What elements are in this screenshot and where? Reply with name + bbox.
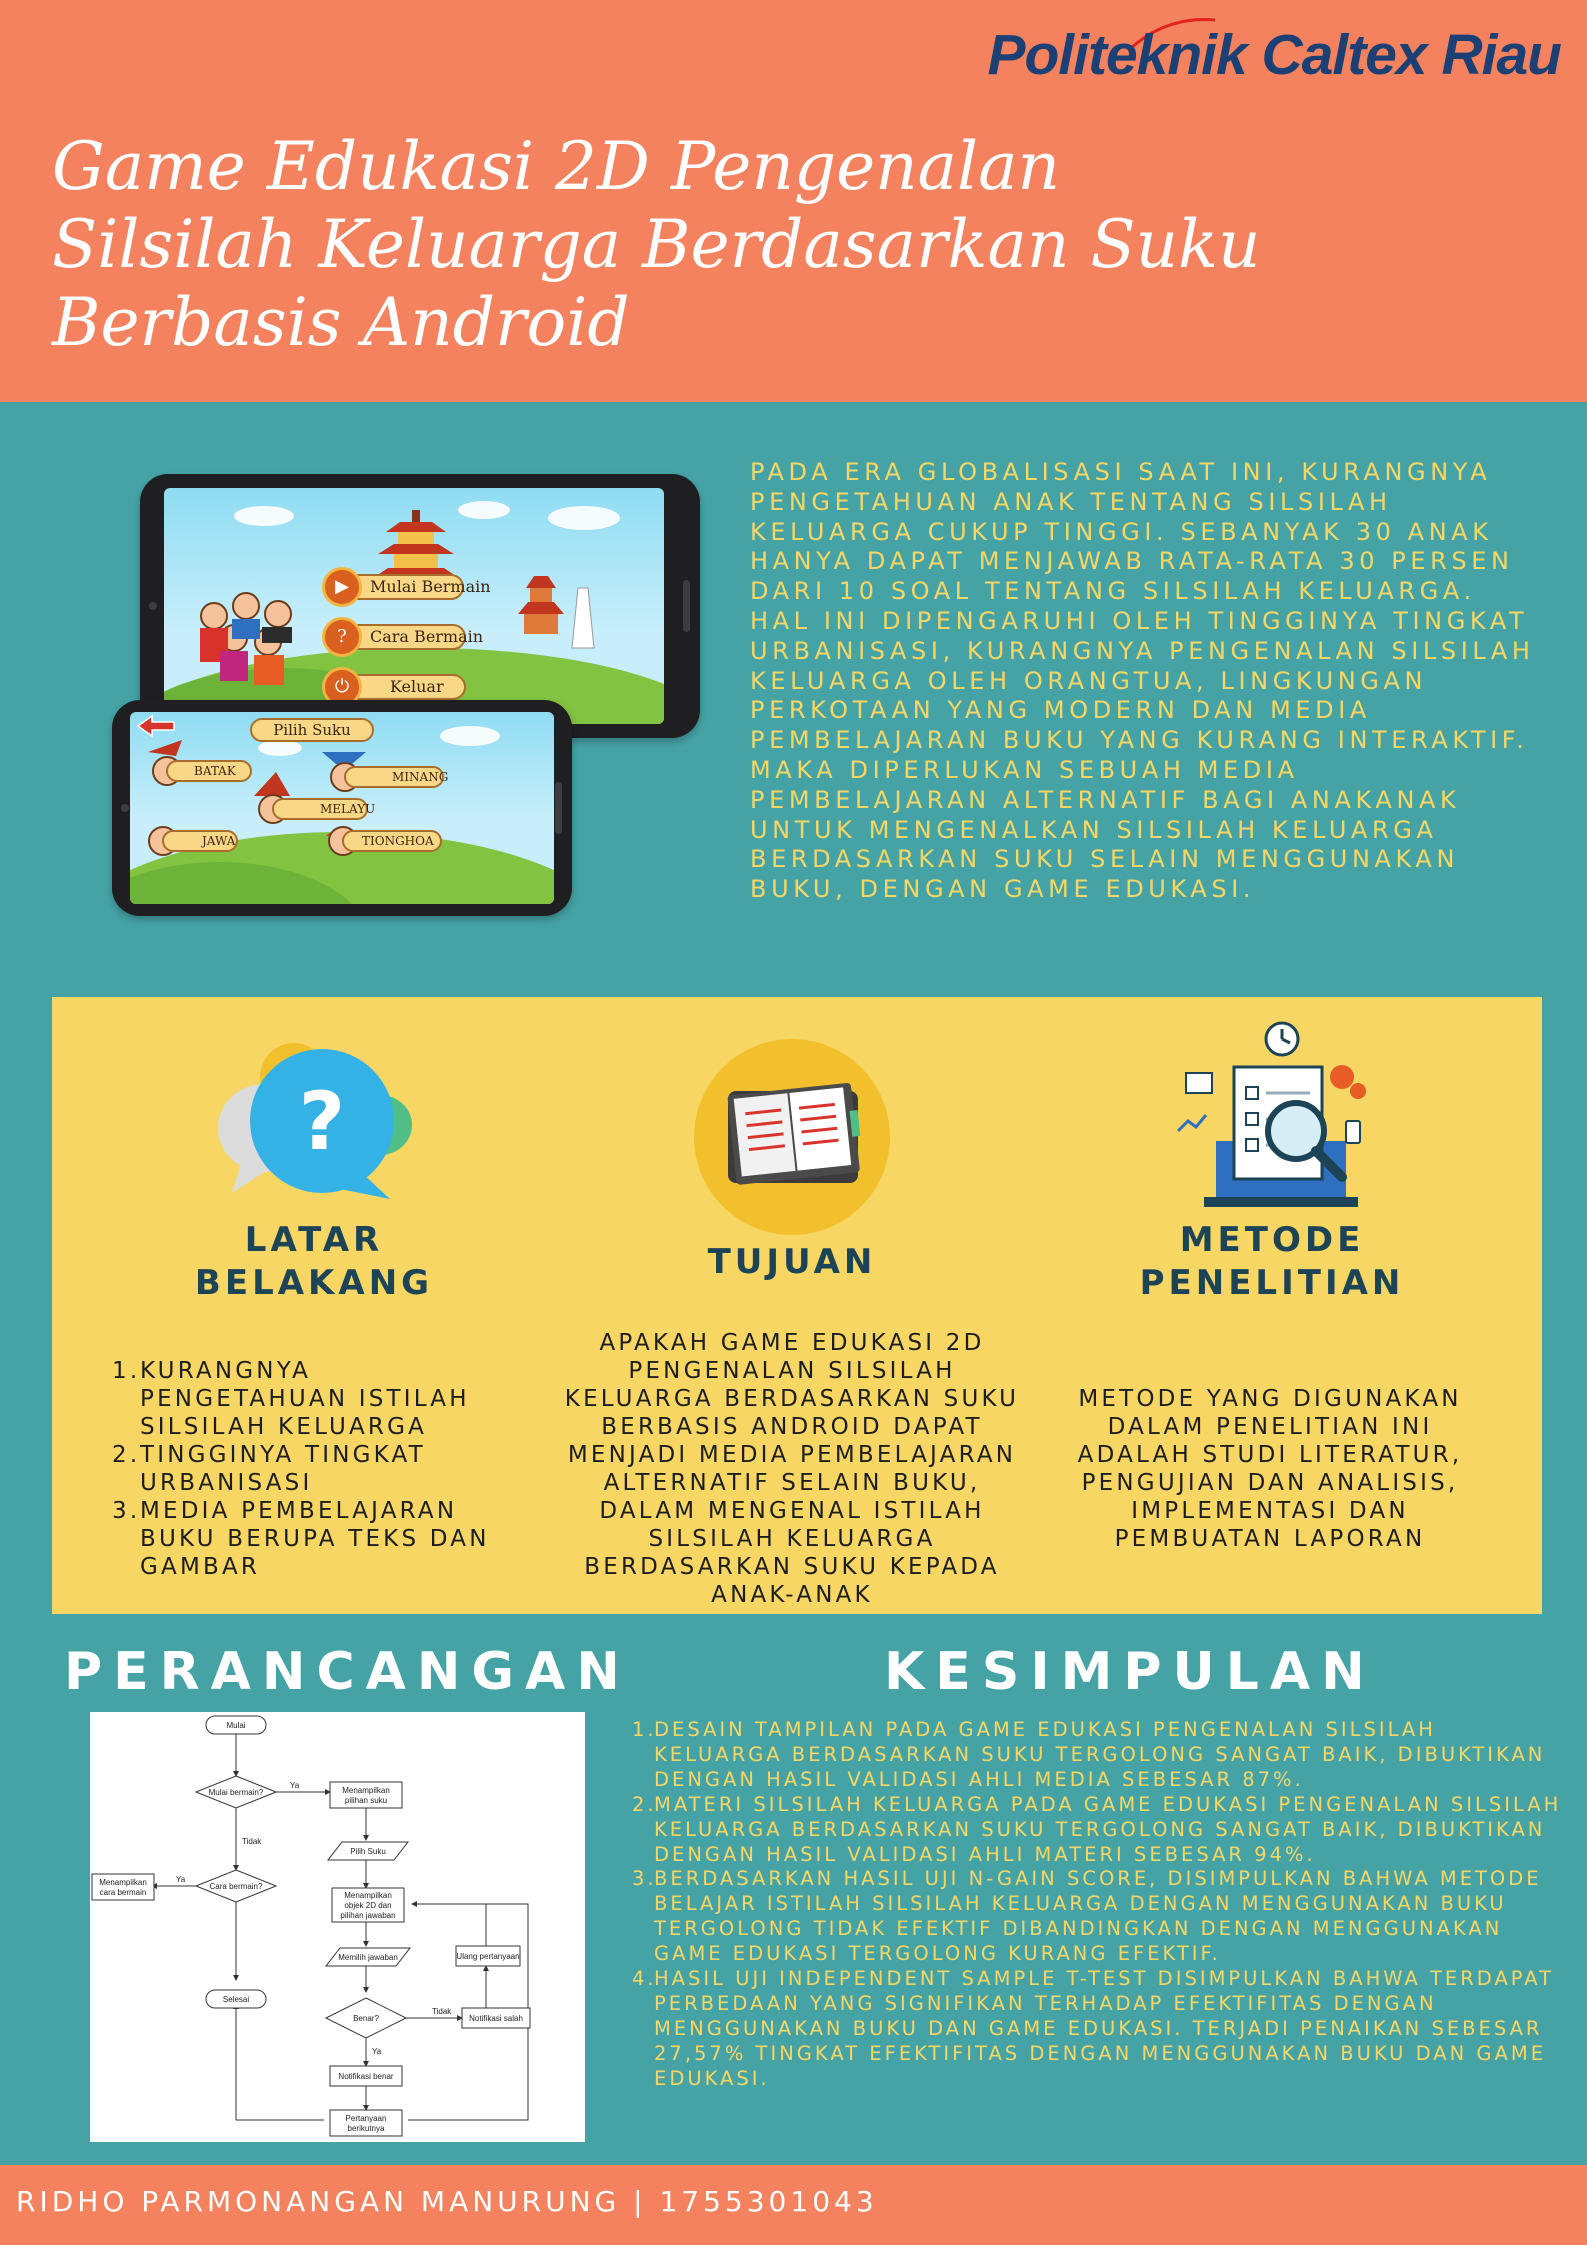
how-to-play-label: Cara Bermain: [370, 627, 484, 646]
phone-mockup-main-menu: [140, 474, 700, 738]
speaker-icon: [555, 782, 562, 834]
list-number: 1.: [632, 1718, 657, 1741]
svg-text:?: ?: [298, 1075, 346, 1168]
list-text: DESAIN TAMPILAN PADA GAME EDUKASI PENGENALAN SILSILAH KELUARGA BERDASARKAN SUKU TERGOLONG SANGAT BAIK, DIBUKTIKAN DENGAN HASIL VALIDASI AHLI MEDIA SEBESAR 87%.: [654, 1718, 1546, 1791]
flow-node-pertanyaan-2: berikutnya: [347, 2124, 385, 2133]
flow-node-objek-1: Menampilkan: [344, 1891, 392, 1900]
list-number: 4.: [632, 1967, 657, 1991]
question-bubble-icon: [212, 1033, 432, 1203]
suku-label: BATAK: [194, 764, 236, 778]
list-item: [632, 1718, 1572, 1793]
back-arrow-icon: [138, 716, 174, 736]
question-icon: ?: [322, 617, 362, 657]
flow-node-benar: Benar?: [353, 2014, 379, 2023]
speaker-icon: [683, 580, 690, 632]
flow-label-tidak: Tidak: [242, 1837, 262, 1846]
pilih-suku-title: Pilih Suku: [250, 718, 374, 742]
title-line: Silsilah Keluarga Berdasarkan Suku: [52, 206, 1261, 283]
metode-text: METODE YANG DIGUNAKAN DALAM PENELITIAN INI ADALAH STUDI LITERATUR, PENGUJIAN DAN ANALISIS, IMPLEMENTASI DAN PEMBUATAN LAPORAN: [1077, 1386, 1463, 1552]
tujuan-heading: TUJUAN: [707, 1242, 877, 1282]
flow-node-pilihan-suku-1: Menampilkan: [342, 1786, 390, 1795]
flow-node-objek-2: objek 2D dan: [344, 1901, 392, 1910]
how-to-play-button[interactable]: [326, 624, 484, 650]
title-line: Berbasis Android: [52, 284, 630, 361]
list-item: [632, 1967, 1572, 2092]
suku-option-melayu[interactable]: [272, 798, 376, 820]
list-item: [112, 1497, 512, 1581]
temple-icon: [518, 576, 564, 634]
document-search-icon: [1176, 1021, 1376, 1211]
list-number: 3.: [632, 1867, 657, 1891]
exit-button[interactable]: [326, 674, 466, 700]
suku-label: MELAYU: [320, 802, 376, 816]
flow-node-notifikasi-benar: Notifikasi benar: [338, 2072, 394, 2081]
flow-node-pertanyaan-1: Pertanyaan: [345, 2114, 387, 2123]
suku-option-batak[interactable]: [166, 760, 252, 782]
suku-label: JAWA: [202, 834, 236, 848]
game-screen-main-menu: [164, 488, 664, 724]
suku-label: MINANG: [392, 770, 449, 784]
footer-band: [0, 2165, 1587, 2245]
flow-label-ya: Ya: [290, 1781, 300, 1790]
perancangan-title: PERANCANGAN: [64, 1642, 631, 1702]
suku-option-tionghoa[interactable]: [342, 830, 442, 852]
list-text: BERDASARKAN HASIL UJI N-GAIN SCORE, DISIMPULKAN BAHWA METODE BELAJAR ISTILAH SILSILAH KELUARGA DENGAN MENGGUNAKAN BUKU TERGOLONG TIDAK EFEKTIF DIBANDINGKAN DENGAN MENGGUNAKAN GAME EDUKASI TERGOLONG KURANG EFEKTIF.: [654, 1867, 1542, 1966]
list-item: [112, 1357, 512, 1441]
metode-heading-line: METODE: [1179, 1220, 1365, 1260]
list-number: 1.: [112, 1358, 141, 1384]
start-game-label: Mulai Bermain: [370, 577, 491, 596]
kesimpulan-title: KESIMPULAN: [884, 1642, 1376, 1702]
flow-label-tidak: Tidak: [432, 2007, 452, 2016]
list-text: MEDIA PEMBELAJARAN BUKU BERUPA TEKS DAN GAMBAR: [140, 1498, 490, 1580]
list-text: MATERI SILSILAH KELUARGA PADA GAME EDUKASI PENGENALAN SILSILAH KELUARGA BERDASARKAN SUKU TERGOLONG SANGAT BAIK, DIBUKTIKAN DENGAN HASIL VALIDASI AHLI MATERI SEBESAR 94%.: [654, 1792, 1562, 1866]
flow-node-selesai: Selesai: [222, 1995, 250, 2004]
flow-node-mulai: Mulai: [226, 1721, 246, 1730]
kesimpulan-list: [632, 1718, 1572, 2092]
play-icon: ▶: [322, 567, 362, 607]
game-screen-suku-select: [130, 712, 554, 904]
list-item: [632, 1867, 1572, 1967]
latar-heading-line: BELAKANG: [194, 1263, 434, 1303]
list-item: [112, 1441, 512, 1497]
header-band: [0, 0, 1587, 402]
flow-node-cara-bermain-1: Menampilkan: [99, 1878, 147, 1887]
info-panel: [52, 997, 1542, 1614]
list-text: HASIL UJI INDEPENDENT SAMPLE T-TEST DISIMPULKAN BAHWA TERDAPAT PERBEDAAN YANG SIGNIFIKAN TERHADAP EFEKTIFITAS DENGAN MENGGUNAKAN BUKU DAN GAME EDUKASI. TERJADI PENAIKAN SEBESAR 27,57% TINGKAT EFEKTIFITAS DENGAN MENGGUNAKAN BUKU DAN GAME EDUKASI.: [654, 1967, 1555, 2090]
tujuan-text: APAKAH GAME EDUKASI 2D PENGENALAN SILSILAH KELUARGA BERDASARKAN SUKU BERBASIS ANDROID DAPAT MENJADI MEDIA PEMBELAJARAN ALTERNATIF SELAIN BUKU, DALAM MENGENAL ISTILAH SILSILAH KELUARGA BERDASARKAN SUKU KEPADA ANAK-ANAK: [564, 1330, 1020, 1608]
batak-hat-icon: [148, 740, 182, 756]
camera-icon: [121, 804, 129, 812]
flow-node-cara-bermain-2: cara bermain: [99, 1888, 147, 1897]
metode-heading: [1112, 1219, 1432, 1305]
flowchart: [90, 1712, 585, 2142]
latar-list: [112, 1357, 512, 1581]
latar-heading: [164, 1219, 464, 1305]
phone-mockup-suku-select: [112, 700, 572, 916]
flow-node-pilihan-suku-2: pilihan suku: [344, 1796, 388, 1805]
suku-option-minang[interactable]: [344, 766, 449, 788]
intro-paragraph: PADA ERA GLOBALISASI SAAT INI, KURANGNYA PENGETAHUAN ANAK TENTANG SILSILAH KELUARGA CUKUP TINGGI. SEBANYAK 30 ANAK HANYA DAPAT MENJAWAB RATA-RATA 30 PERSEN DARI 10 SOAL TENTANG SILSILAH KELUARGA. HAL INI DIPENGARUHI OLEH TINGGINYA TINGKAT URBANISASI, KURANGNYA PENGENALAN SILSILAH KELUARGA OLEH ORANGTUA, LINGKUNGAN PERKOTAAN YANG MODERN DAN MEDIA PEMBELAJARAN BUKU YANG KURANG INTERAKTIF. MAKA DIPERLUKAN SEBUAH MEDIA PEMBELAJARAN ALTERNATIF BAGI ANAKANAK UNTUK MENGENALKAN SILSILAH KELUARGA BERDASARKAN SUKU SELAIN MENGGUNAKAN BUKU, DENGAN GAME EDUKASI.: [750, 458, 1535, 904]
list-text: TINGGINYA TINGKAT URBANISASI: [140, 1442, 426, 1496]
flow-node-pilih-suku: Pilih Suku: [350, 1847, 386, 1856]
institution-logo: Politeknik Caltex Riau: [987, 23, 1561, 87]
monument-icon: [572, 588, 594, 648]
flow-label-ya: Ya: [176, 1875, 186, 1884]
exit-label: Keluar: [390, 677, 444, 696]
list-item: [632, 1793, 1572, 1868]
camera-icon: [149, 602, 157, 610]
flow-node-ulang-pertanyaan: Ulang pertanyaan: [456, 1952, 520, 1961]
list-text: KURANGNYA PENGETAHUAN ISTILAH SILSILAH KELUARGA: [140, 1358, 470, 1440]
flow-node-objek-3: pilihan jawaban: [340, 1911, 396, 1920]
suku-option-jawa[interactable]: [162, 830, 238, 852]
power-icon: ⏻: [322, 667, 362, 707]
start-game-button[interactable]: [326, 574, 491, 600]
poster-title: [52, 128, 1352, 362]
list-number: 2.: [112, 1442, 141, 1468]
notebook-icon: [692, 1037, 892, 1237]
flow-node-notifikasi-salah: Notifikasi salah: [469, 2014, 523, 2023]
list-number: 3.: [112, 1498, 141, 1524]
flow-node-memilih-jawaban: Memilih jawaban: [338, 1953, 398, 1962]
melayu-hat-icon: [254, 772, 290, 796]
list-number: 2.: [632, 1792, 657, 1816]
flow-node-cara-bermain: Cara bermain?: [209, 1882, 263, 1891]
flow-label-ya: Ya: [372, 2047, 382, 2056]
title-line: Game Edukasi 2D Pengenalan: [52, 128, 1060, 205]
suku-label: TIONGHOA: [362, 834, 434, 848]
metode-heading-line: PENELITIAN: [1139, 1263, 1405, 1303]
latar-heading-line: LATAR: [244, 1220, 384, 1260]
children-characters-icon: [200, 593, 292, 685]
author-credit: RIDHO PARMONANGAN MANURUNG | 1755301043: [16, 2185, 878, 2218]
flow-node-mulai-bermain: Mulai bermain?: [208, 1788, 264, 1797]
